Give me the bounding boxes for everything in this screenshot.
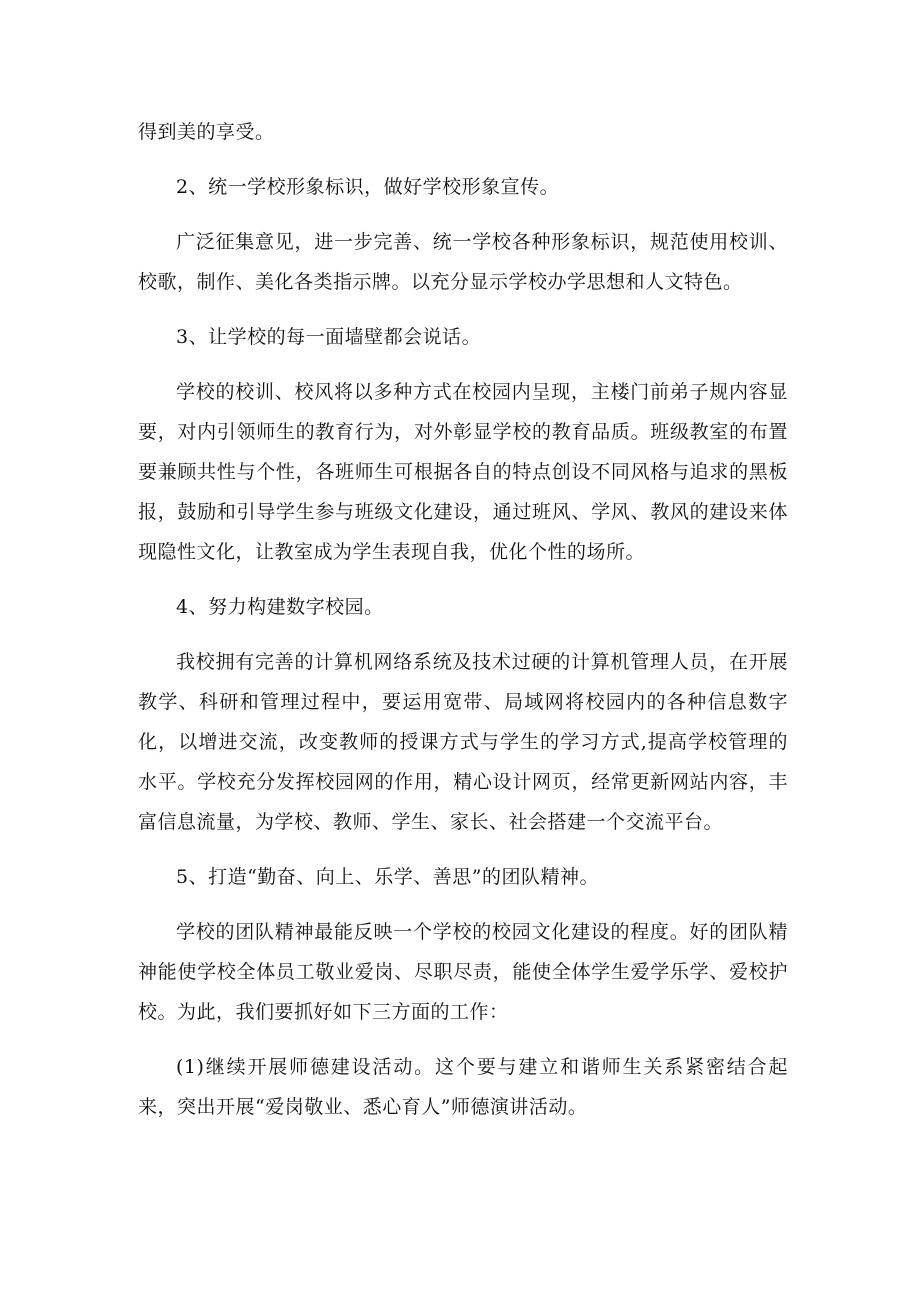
paragraph-continuation: 得到美的享受。 [138,121,275,143]
paragraph-digital-campus: 我校拥有完善的计算机网络系统及技术过硬的计算机管理人员，在开展教学、科研和管理过程中，要运用宽带、局域网将校园内的各种信息数字化，以增进交流，改变教师的授课方式与学生的学习方式,提高学校管理的水平。学校充分发挥校园网的作用，精心设计网页，经常更新网站内容，丰富信息流量，为学校、教师、学生、家长、社会搭建一个交流平台。 [138,651,788,833]
document-body [138,112,788,1142]
heading-4-digital-campus: 4、努力构建数字校园。 [176,596,384,618]
heading-2-school-image: 2、统一学校形象标识，做好学校形象宣传。 [176,176,560,198]
heading-3-walls-speak: 3、让学校的每一面墙壁都会说话。 [176,326,482,348]
paragraph-walls-speak: 学校的校训、校风将以多种方式在校园内呈现，主楼门前弟子规内容显要，对内引领师生的教育行为，对外彰显学校的教育品质。班级教室的布置要兼顾共性与个性，各班师生可根据各自的特点创设不同风格与追求的黑板报，鼓励和引导学生参与班级文化建设，通过班风、学风、教风的建设来体现隐性文化，让教室成为学生表现自我，优化个性的场所。 [138,381,788,563]
paragraph-team-spirit: 学校的团队精神最能反映一个学校的校园文化建设的程度。好的团队精神能使学校全体员工敬业爱岗、尽职尽责，能使全体学生爱学乐学、爱校护校。为此，我们要抓好如下三方面的工作： [138,921,788,1023]
paragraph-item-1-ethics: (1)继续开展师德建设活动。这个要与建立和谐师生关系紧密结合起来，突出开展“爱岗敬业、悉心育人”师德演讲活动。 [138,1056,788,1118]
paragraph-school-image: 广泛征集意见，进一步完善、统一学校各种形象标识，规范使用校训、校歌，制作、美化各类指示牌。以充分显示学校办学思想和人文特色。 [138,231,788,293]
heading-5-team-spirit: 5、打造“勤奋、向上、乐学、善思”的团队精神。 [176,866,600,888]
